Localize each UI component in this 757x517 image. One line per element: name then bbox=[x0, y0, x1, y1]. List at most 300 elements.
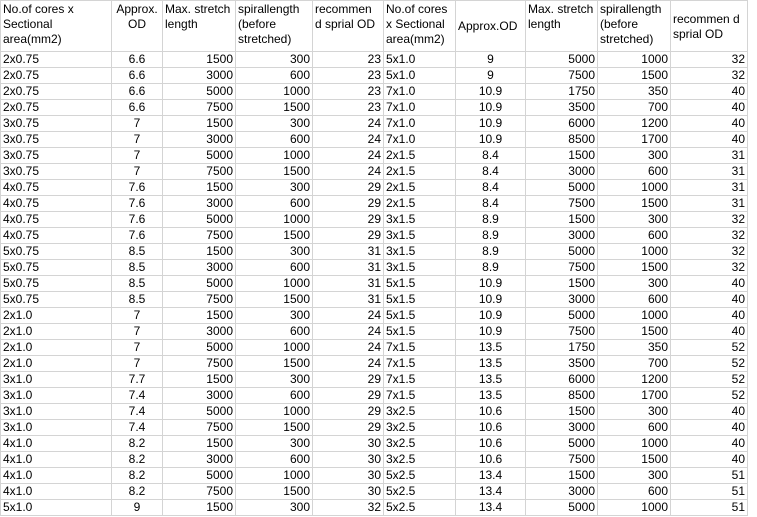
cell-od-left[interactable]: 7 bbox=[112, 340, 163, 356]
cell-cores-right[interactable]: 5x2.5 bbox=[384, 500, 456, 516]
cell-stretch-right[interactable]: 3000 bbox=[526, 228, 598, 244]
cell-od-right[interactable]: 10.6 bbox=[456, 420, 526, 436]
cell-spiral-right[interactable]: 1200 bbox=[598, 116, 671, 132]
cell-cores-left[interactable]: 4x0.75 bbox=[1, 180, 112, 196]
cell-stretch-left[interactable]: 7500 bbox=[163, 484, 236, 500]
cell-cores-right[interactable]: 2x1.5 bbox=[384, 148, 456, 164]
cell-od-left[interactable]: 7 bbox=[112, 356, 163, 372]
header-cell-od-right[interactable]: Approx.OD bbox=[456, 1, 526, 52]
cell-stretch-right[interactable]: 5000 bbox=[526, 436, 598, 452]
cell-cores-left[interactable]: 5x0.75 bbox=[1, 244, 112, 260]
cell-cores-right[interactable]: 3x2.5 bbox=[384, 436, 456, 452]
cell-recommend-left[interactable]: 24 bbox=[313, 164, 384, 180]
cell-stretch-right[interactable]: 7500 bbox=[526, 452, 598, 468]
cell-recommend-left[interactable]: 24 bbox=[313, 148, 384, 164]
cell-recommend-left[interactable]: 31 bbox=[313, 292, 384, 308]
cell-cores-right[interactable]: 7x1.5 bbox=[384, 340, 456, 356]
cell-stretch-left[interactable]: 5000 bbox=[163, 212, 236, 228]
cell-stretch-left[interactable]: 1500 bbox=[163, 244, 236, 260]
cell-stretch-left[interactable]: 1500 bbox=[163, 180, 236, 196]
cell-recommend-left[interactable]: 23 bbox=[313, 100, 384, 116]
cell-stretch-left[interactable]: 1500 bbox=[163, 436, 236, 452]
cell-spiral-left[interactable]: 1000 bbox=[236, 340, 313, 356]
cell-stretch-left[interactable]: 5000 bbox=[163, 276, 236, 292]
cell-od-left[interactable]: 6.6 bbox=[112, 84, 163, 100]
cell-od-left[interactable]: 8.2 bbox=[112, 436, 163, 452]
cell-spiral-right[interactable]: 1000 bbox=[598, 308, 671, 324]
cell-spiral-left[interactable]: 600 bbox=[236, 132, 313, 148]
cell-od-right[interactable]: 8.4 bbox=[456, 164, 526, 180]
cell-od-left[interactable]: 7 bbox=[112, 132, 163, 148]
cell-cores-left[interactable]: 5x0.75 bbox=[1, 276, 112, 292]
cell-recommend-left[interactable]: 30 bbox=[313, 436, 384, 452]
cell-stretch-left[interactable]: 7500 bbox=[163, 356, 236, 372]
cell-spiral-right[interactable]: 600 bbox=[598, 228, 671, 244]
cell-spiral-right[interactable]: 1000 bbox=[598, 244, 671, 260]
cell-stretch-right[interactable]: 3000 bbox=[526, 292, 598, 308]
cell-spiral-left[interactable]: 1000 bbox=[236, 148, 313, 164]
cell-od-right[interactable]: 8.4 bbox=[456, 180, 526, 196]
cell-stretch-right[interactable]: 7500 bbox=[526, 68, 598, 84]
cell-cores-right[interactable]: 3x1.5 bbox=[384, 260, 456, 276]
cell-od-left[interactable]: 8.5 bbox=[112, 276, 163, 292]
cell-od-right[interactable]: 13.5 bbox=[456, 340, 526, 356]
cell-od-right[interactable]: 13.4 bbox=[456, 484, 526, 500]
cell-spiral-left[interactable]: 300 bbox=[236, 372, 313, 388]
cell-recommend-left[interactable]: 24 bbox=[313, 340, 384, 356]
cell-cores-right[interactable]: 5x1.5 bbox=[384, 292, 456, 308]
cell-od-right[interactable]: 10.9 bbox=[456, 84, 526, 100]
cell-cores-left[interactable]: 5x1.0 bbox=[1, 500, 112, 516]
cell-recommend-left[interactable]: 30 bbox=[313, 484, 384, 500]
cell-spiral-right[interactable]: 300 bbox=[598, 276, 671, 292]
cell-stretch-left[interactable]: 3000 bbox=[163, 68, 236, 84]
cell-cores-left[interactable]: 4x1.0 bbox=[1, 452, 112, 468]
cell-cores-left[interactable]: 3x0.75 bbox=[1, 132, 112, 148]
cell-od-left[interactable]: 7.6 bbox=[112, 196, 163, 212]
cell-spiral-left[interactable]: 1000 bbox=[236, 84, 313, 100]
cell-recommend-left[interactable]: 29 bbox=[313, 212, 384, 228]
cell-od-right[interactable]: 10.9 bbox=[456, 292, 526, 308]
cell-od-right[interactable]: 13.5 bbox=[456, 388, 526, 404]
cell-od-right[interactable]: 10.9 bbox=[456, 276, 526, 292]
cell-stretch-right[interactable]: 5000 bbox=[526, 500, 598, 516]
cell-od-right[interactable]: 8.4 bbox=[456, 148, 526, 164]
cell-spiral-right[interactable]: 700 bbox=[598, 100, 671, 116]
cell-stretch-right[interactable]: 3500 bbox=[526, 100, 598, 116]
cell-recommend-left[interactable]: 29 bbox=[313, 196, 384, 212]
cell-spiral-right[interactable]: 350 bbox=[598, 340, 671, 356]
cell-cores-left[interactable]: 4x0.75 bbox=[1, 212, 112, 228]
cell-cores-left[interactable]: 4x1.0 bbox=[1, 484, 112, 500]
cell-spiral-left[interactable]: 300 bbox=[236, 52, 313, 68]
cell-od-right[interactable]: 9 bbox=[456, 68, 526, 84]
cell-recommend-right[interactable]: 31 bbox=[671, 164, 748, 180]
cell-recommend-right[interactable]: 32 bbox=[671, 244, 748, 260]
cell-spiral-right[interactable]: 1500 bbox=[598, 68, 671, 84]
cell-spiral-right[interactable]: 350 bbox=[598, 84, 671, 100]
cell-recommend-left[interactable]: 29 bbox=[313, 228, 384, 244]
header-cell-cores-left[interactable]: No.of cores x Sectional area(mm2) bbox=[1, 1, 112, 52]
cell-cores-left[interactable]: 3x1.0 bbox=[1, 388, 112, 404]
cell-recommend-left[interactable]: 31 bbox=[313, 244, 384, 260]
cell-spiral-left[interactable]: 1000 bbox=[236, 404, 313, 420]
cell-cores-right[interactable]: 5x1.0 bbox=[384, 68, 456, 84]
cell-od-right[interactable]: 8.9 bbox=[456, 212, 526, 228]
cell-recommend-right[interactable]: 31 bbox=[671, 196, 748, 212]
cell-od-right[interactable]: 10.9 bbox=[456, 132, 526, 148]
cell-stretch-left[interactable]: 3000 bbox=[163, 388, 236, 404]
cell-recommend-right[interactable]: 32 bbox=[671, 52, 748, 68]
cell-cores-right[interactable]: 2x1.5 bbox=[384, 164, 456, 180]
cell-stretch-right[interactable]: 7500 bbox=[526, 196, 598, 212]
cell-spiral-right[interactable]: 600 bbox=[598, 292, 671, 308]
cell-spiral-left[interactable]: 1500 bbox=[236, 356, 313, 372]
cell-od-right[interactable]: 9 bbox=[456, 52, 526, 68]
header-cell-od-left[interactable]: Approx. OD bbox=[112, 1, 163, 52]
cell-recommend-right[interactable]: 40 bbox=[671, 420, 748, 436]
cell-spiral-right[interactable]: 1200 bbox=[598, 372, 671, 388]
cell-cores-right[interactable]: 5x2.5 bbox=[384, 468, 456, 484]
cell-recommend-left[interactable]: 23 bbox=[313, 68, 384, 84]
cell-cores-left[interactable]: 2x1.0 bbox=[1, 308, 112, 324]
cell-stretch-right[interactable]: 6000 bbox=[526, 372, 598, 388]
cell-spiral-right[interactable]: 1000 bbox=[598, 500, 671, 516]
cell-cores-right[interactable]: 7x1.5 bbox=[384, 356, 456, 372]
cell-spiral-left[interactable]: 300 bbox=[236, 180, 313, 196]
cell-cores-left[interactable]: 3x0.75 bbox=[1, 148, 112, 164]
cell-cores-left[interactable]: 3x0.75 bbox=[1, 164, 112, 180]
cell-cores-left[interactable]: 2x0.75 bbox=[1, 100, 112, 116]
cell-od-left[interactable]: 7 bbox=[112, 164, 163, 180]
cell-cores-right[interactable]: 5x2.5 bbox=[384, 484, 456, 500]
cell-od-left[interactable]: 8.5 bbox=[112, 260, 163, 276]
cell-recommend-left[interactable]: 23 bbox=[313, 84, 384, 100]
cell-stretch-left[interactable]: 3000 bbox=[163, 196, 236, 212]
cell-od-right[interactable]: 10.9 bbox=[456, 308, 526, 324]
cell-spiral-left[interactable]: 300 bbox=[236, 436, 313, 452]
cell-od-left[interactable]: 8.2 bbox=[112, 452, 163, 468]
cell-spiral-left[interactable]: 300 bbox=[236, 116, 313, 132]
cell-od-left[interactable]: 8.2 bbox=[112, 484, 163, 500]
cell-od-right[interactable]: 10.9 bbox=[456, 324, 526, 340]
cell-recommend-left[interactable]: 29 bbox=[313, 404, 384, 420]
cell-cores-left[interactable]: 5x0.75 bbox=[1, 260, 112, 276]
cell-cores-left[interactable]: 4x1.0 bbox=[1, 436, 112, 452]
cell-od-right[interactable]: 8.9 bbox=[456, 228, 526, 244]
cell-stretch-left[interactable]: 5000 bbox=[163, 148, 236, 164]
cell-spiral-left[interactable]: 300 bbox=[236, 500, 313, 516]
cell-spiral-left[interactable]: 1500 bbox=[236, 484, 313, 500]
cell-spiral-right[interactable]: 1000 bbox=[598, 180, 671, 196]
cell-recommend-right[interactable]: 32 bbox=[671, 260, 748, 276]
cell-od-right[interactable]: 13.5 bbox=[456, 372, 526, 388]
cell-stretch-right[interactable]: 1750 bbox=[526, 84, 598, 100]
cell-cores-left[interactable]: 4x0.75 bbox=[1, 228, 112, 244]
cell-stretch-right[interactable]: 3000 bbox=[526, 164, 598, 180]
cell-spiral-right[interactable]: 1000 bbox=[598, 436, 671, 452]
cell-stretch-left[interactable]: 5000 bbox=[163, 340, 236, 356]
cell-od-left[interactable]: 7.4 bbox=[112, 404, 163, 420]
cell-stretch-right[interactable]: 5000 bbox=[526, 244, 598, 260]
cell-stretch-left[interactable]: 1500 bbox=[163, 372, 236, 388]
cell-recommend-right[interactable]: 32 bbox=[671, 68, 748, 84]
cell-stretch-left[interactable]: 7500 bbox=[163, 292, 236, 308]
cell-od-left[interactable]: 6.6 bbox=[112, 52, 163, 68]
cell-od-left[interactable]: 7.4 bbox=[112, 420, 163, 436]
cell-recommend-left[interactable]: 29 bbox=[313, 420, 384, 436]
cell-od-right[interactable]: 10.9 bbox=[456, 100, 526, 116]
cell-recommend-right[interactable]: 40 bbox=[671, 324, 748, 340]
cell-od-right[interactable]: 8.4 bbox=[456, 196, 526, 212]
cell-recommend-right[interactable]: 40 bbox=[671, 452, 748, 468]
header-cell-spiral-left[interactable]: spirallength (before stretched) bbox=[236, 1, 313, 52]
cell-spiral-right[interactable]: 1000 bbox=[598, 52, 671, 68]
cell-recommend-left[interactable]: 29 bbox=[313, 388, 384, 404]
cell-recommend-right[interactable]: 32 bbox=[671, 228, 748, 244]
cell-stretch-left[interactable]: 1500 bbox=[163, 500, 236, 516]
cell-stretch-left[interactable]: 5000 bbox=[163, 468, 236, 484]
cell-od-left[interactable]: 7.4 bbox=[112, 388, 163, 404]
header-cell-stretch-left[interactable]: Max. stretch length bbox=[163, 1, 236, 52]
cell-stretch-right[interactable]: 3000 bbox=[526, 420, 598, 436]
cell-od-left[interactable]: 7 bbox=[112, 308, 163, 324]
cell-stretch-right[interactable]: 5000 bbox=[526, 52, 598, 68]
cell-spiral-right[interactable]: 300 bbox=[598, 148, 671, 164]
cell-od-right[interactable]: 13.4 bbox=[456, 500, 526, 516]
cell-cores-right[interactable]: 2x1.5 bbox=[384, 180, 456, 196]
cell-cores-left[interactable]: 2x0.75 bbox=[1, 52, 112, 68]
cell-recommend-right[interactable]: 40 bbox=[671, 276, 748, 292]
cell-spiral-left[interactable]: 1500 bbox=[236, 228, 313, 244]
cell-cores-right[interactable]: 7x1.5 bbox=[384, 388, 456, 404]
cell-recommend-right[interactable]: 52 bbox=[671, 388, 748, 404]
cell-stretch-right[interactable]: 1500 bbox=[526, 404, 598, 420]
cell-stretch-left[interactable]: 7500 bbox=[163, 100, 236, 116]
cell-spiral-left[interactable]: 1000 bbox=[236, 276, 313, 292]
cell-spiral-right[interactable]: 600 bbox=[598, 164, 671, 180]
cell-stretch-right[interactable]: 3500 bbox=[526, 356, 598, 372]
cell-spiral-left[interactable]: 1500 bbox=[236, 100, 313, 116]
cell-spiral-right[interactable]: 600 bbox=[598, 484, 671, 500]
cell-od-left[interactable]: 8.2 bbox=[112, 468, 163, 484]
cell-spiral-left[interactable]: 1000 bbox=[236, 468, 313, 484]
cell-spiral-right[interactable]: 1500 bbox=[598, 452, 671, 468]
cell-recommend-right[interactable]: 40 bbox=[671, 436, 748, 452]
cell-recommend-right[interactable]: 31 bbox=[671, 148, 748, 164]
cell-recommend-right[interactable]: 40 bbox=[671, 292, 748, 308]
cell-recommend-right[interactable]: 40 bbox=[671, 404, 748, 420]
cell-od-right[interactable]: 8.9 bbox=[456, 244, 526, 260]
cell-recommend-left[interactable]: 30 bbox=[313, 452, 384, 468]
cell-stretch-left[interactable]: 5000 bbox=[163, 84, 236, 100]
cell-cores-left[interactable]: 2x1.0 bbox=[1, 340, 112, 356]
cell-cores-right[interactable]: 3x2.5 bbox=[384, 404, 456, 420]
cell-stretch-right[interactable]: 8500 bbox=[526, 132, 598, 148]
cell-recommend-right[interactable]: 51 bbox=[671, 484, 748, 500]
cell-od-left[interactable]: 6.6 bbox=[112, 100, 163, 116]
cell-cores-right[interactable]: 3x2.5 bbox=[384, 452, 456, 468]
cell-recommend-right[interactable]: 40 bbox=[671, 84, 748, 100]
cell-od-right[interactable]: 13.4 bbox=[456, 468, 526, 484]
cell-stretch-left[interactable]: 3000 bbox=[163, 452, 236, 468]
cell-cores-right[interactable]: 5x1.5 bbox=[384, 324, 456, 340]
cell-recommend-right[interactable]: 32 bbox=[671, 212, 748, 228]
cell-cores-left[interactable]: 3x1.0 bbox=[1, 420, 112, 436]
cell-stretch-right[interactable]: 1750 bbox=[526, 340, 598, 356]
cell-od-left[interactable]: 7 bbox=[112, 148, 163, 164]
cell-od-right[interactable]: 10.6 bbox=[456, 404, 526, 420]
cell-cores-right[interactable]: 7x1.0 bbox=[384, 116, 456, 132]
cell-recommend-left[interactable]: 31 bbox=[313, 276, 384, 292]
cell-recommend-right[interactable]: 40 bbox=[671, 100, 748, 116]
cell-spiral-right[interactable]: 1500 bbox=[598, 324, 671, 340]
cell-spiral-left[interactable]: 600 bbox=[236, 452, 313, 468]
cell-cores-left[interactable]: 2x0.75 bbox=[1, 84, 112, 100]
cell-recommend-left[interactable]: 32 bbox=[313, 500, 384, 516]
cell-spiral-right[interactable]: 1700 bbox=[598, 388, 671, 404]
cell-recommend-left[interactable]: 24 bbox=[313, 132, 384, 148]
cell-cores-right[interactable]: 3x1.5 bbox=[384, 244, 456, 260]
cell-od-left[interactable]: 8.5 bbox=[112, 292, 163, 308]
cell-spiral-left[interactable]: 1500 bbox=[236, 420, 313, 436]
cell-od-left[interactable]: 9 bbox=[112, 500, 163, 516]
cell-spiral-left[interactable]: 1500 bbox=[236, 164, 313, 180]
cell-spiral-right[interactable]: 300 bbox=[598, 212, 671, 228]
cell-spiral-left[interactable]: 600 bbox=[236, 388, 313, 404]
cell-od-left[interactable]: 7.6 bbox=[112, 212, 163, 228]
cell-cores-left[interactable]: 2x1.0 bbox=[1, 324, 112, 340]
cell-spiral-right[interactable]: 300 bbox=[598, 468, 671, 484]
cell-od-left[interactable]: 7.6 bbox=[112, 228, 163, 244]
cell-recommend-right[interactable]: 52 bbox=[671, 340, 748, 356]
cell-recommend-right[interactable]: 52 bbox=[671, 372, 748, 388]
cell-stretch-right[interactable]: 8500 bbox=[526, 388, 598, 404]
cell-recommend-right[interactable]: 40 bbox=[671, 116, 748, 132]
cell-recommend-right[interactable]: 51 bbox=[671, 468, 748, 484]
cell-stretch-right[interactable]: 3000 bbox=[526, 484, 598, 500]
cell-stretch-left[interactable]: 7500 bbox=[163, 420, 236, 436]
cell-od-left[interactable]: 7 bbox=[112, 324, 163, 340]
cell-cores-left[interactable]: 5x0.75 bbox=[1, 292, 112, 308]
cell-cores-right[interactable]: 3x1.5 bbox=[384, 228, 456, 244]
cell-spiral-left[interactable]: 600 bbox=[236, 260, 313, 276]
header-cell-recommend-right[interactable]: recommen d sprial OD bbox=[671, 1, 748, 52]
cell-stretch-right[interactable]: 7500 bbox=[526, 324, 598, 340]
cell-stretch-right[interactable]: 5000 bbox=[526, 308, 598, 324]
cell-od-right[interactable]: 10.6 bbox=[456, 452, 526, 468]
cell-stretch-right[interactable]: 1500 bbox=[526, 148, 598, 164]
cell-stretch-right[interactable]: 1500 bbox=[526, 468, 598, 484]
cell-od-left[interactable]: 6.6 bbox=[112, 68, 163, 84]
cell-recommend-left[interactable]: 24 bbox=[313, 308, 384, 324]
cell-cores-right[interactable]: 3x1.5 bbox=[384, 212, 456, 228]
cell-cores-right[interactable]: 5x1.5 bbox=[384, 276, 456, 292]
cell-spiral-left[interactable]: 600 bbox=[236, 324, 313, 340]
cell-recommend-left[interactable]: 24 bbox=[313, 356, 384, 372]
cell-cores-right[interactable]: 7x1.0 bbox=[384, 132, 456, 148]
cell-stretch-left[interactable]: 1500 bbox=[163, 308, 236, 324]
cell-recommend-left[interactable]: 24 bbox=[313, 116, 384, 132]
cell-od-right[interactable]: 13.5 bbox=[456, 356, 526, 372]
cell-stretch-left[interactable]: 7500 bbox=[163, 164, 236, 180]
cell-stretch-left[interactable]: 1500 bbox=[163, 52, 236, 68]
cell-spiral-right[interactable]: 600 bbox=[598, 420, 671, 436]
cell-spiral-left[interactable]: 1000 bbox=[236, 212, 313, 228]
cell-cores-right[interactable]: 5x1.0 bbox=[384, 52, 456, 68]
cell-stretch-right[interactable]: 1500 bbox=[526, 276, 598, 292]
cell-recommend-right[interactable]: 31 bbox=[671, 180, 748, 196]
cell-cores-right[interactable]: 2x1.5 bbox=[384, 196, 456, 212]
cell-stretch-left[interactable]: 3000 bbox=[163, 260, 236, 276]
cell-stretch-left[interactable]: 3000 bbox=[163, 324, 236, 340]
cell-cores-left[interactable]: 3x0.75 bbox=[1, 116, 112, 132]
cell-recommend-right[interactable]: 52 bbox=[671, 356, 748, 372]
cell-cores-right[interactable]: 7x1.5 bbox=[384, 372, 456, 388]
cell-recommend-left[interactable]: 29 bbox=[313, 180, 384, 196]
cell-cores-right[interactable]: 7x1.0 bbox=[384, 100, 456, 116]
cell-od-left[interactable]: 7 bbox=[112, 116, 163, 132]
header-cell-stretch-right[interactable]: Max. stretch length bbox=[526, 1, 598, 52]
cell-spiral-left[interactable]: 1500 bbox=[236, 292, 313, 308]
cell-cores-right[interactable]: 5x1.5 bbox=[384, 308, 456, 324]
cell-spiral-right[interactable]: 700 bbox=[598, 356, 671, 372]
cell-stretch-right[interactable]: 1500 bbox=[526, 212, 598, 228]
header-cell-cores-right[interactable]: No.of cores x Sectional area(mm2) bbox=[384, 1, 456, 52]
header-cell-recommend-left[interactable]: recommen d sprial OD bbox=[313, 1, 384, 52]
cell-spiral-left[interactable]: 600 bbox=[236, 68, 313, 84]
cell-stretch-right[interactable]: 6000 bbox=[526, 116, 598, 132]
cell-cores-left[interactable]: 2x0.75 bbox=[1, 68, 112, 84]
cell-recommend-left[interactable]: 24 bbox=[313, 324, 384, 340]
cell-stretch-left[interactable]: 5000 bbox=[163, 404, 236, 420]
cell-spiral-right[interactable]: 1700 bbox=[598, 132, 671, 148]
cell-cores-left[interactable]: 3x1.0 bbox=[1, 404, 112, 420]
header-cell-spiral-right[interactable]: spirallength (before stretched) bbox=[598, 1, 671, 52]
cell-recommend-right[interactable]: 40 bbox=[671, 132, 748, 148]
cell-cores-left[interactable]: 2x1.0 bbox=[1, 356, 112, 372]
cell-od-right[interactable]: 10.6 bbox=[456, 436, 526, 452]
cell-od-right[interactable]: 8.9 bbox=[456, 260, 526, 276]
cell-stretch-right[interactable]: 7500 bbox=[526, 260, 598, 276]
cell-cores-right[interactable]: 7x1.0 bbox=[384, 84, 456, 100]
cell-recommend-right[interactable]: 51 bbox=[671, 500, 748, 516]
cell-od-left[interactable]: 8.5 bbox=[112, 244, 163, 260]
cell-spiral-right[interactable]: 1500 bbox=[598, 196, 671, 212]
cell-stretch-left[interactable]: 3000 bbox=[163, 132, 236, 148]
cell-recommend-left[interactable]: 23 bbox=[313, 52, 384, 68]
cell-stretch-left[interactable]: 1500 bbox=[163, 116, 236, 132]
cell-spiral-left[interactable]: 300 bbox=[236, 308, 313, 324]
cell-recommend-right[interactable]: 40 bbox=[671, 308, 748, 324]
cell-cores-left[interactable]: 4x1.0 bbox=[1, 468, 112, 484]
cell-spiral-right[interactable]: 1500 bbox=[598, 260, 671, 276]
cell-od-right[interactable]: 10.9 bbox=[456, 116, 526, 132]
cell-recommend-left[interactable]: 31 bbox=[313, 260, 384, 276]
cell-spiral-right[interactable]: 300 bbox=[598, 404, 671, 420]
cell-stretch-right[interactable]: 5000 bbox=[526, 180, 598, 196]
cell-cores-left[interactable]: 3x1.0 bbox=[1, 372, 112, 388]
cell-recommend-left[interactable]: 29 bbox=[313, 372, 384, 388]
cell-cores-right[interactable]: 3x2.5 bbox=[384, 420, 456, 436]
cell-recommend-left[interactable]: 30 bbox=[313, 468, 384, 484]
cell-od-left[interactable]: 7.6 bbox=[112, 180, 163, 196]
cell-od-left[interactable]: 7.7 bbox=[112, 372, 163, 388]
cell-cores-left[interactable]: 4x0.75 bbox=[1, 196, 112, 212]
cell-stretch-left[interactable]: 7500 bbox=[163, 228, 236, 244]
cell-spiral-left[interactable]: 300 bbox=[236, 244, 313, 260]
cell-spiral-left[interactable]: 600 bbox=[236, 196, 313, 212]
